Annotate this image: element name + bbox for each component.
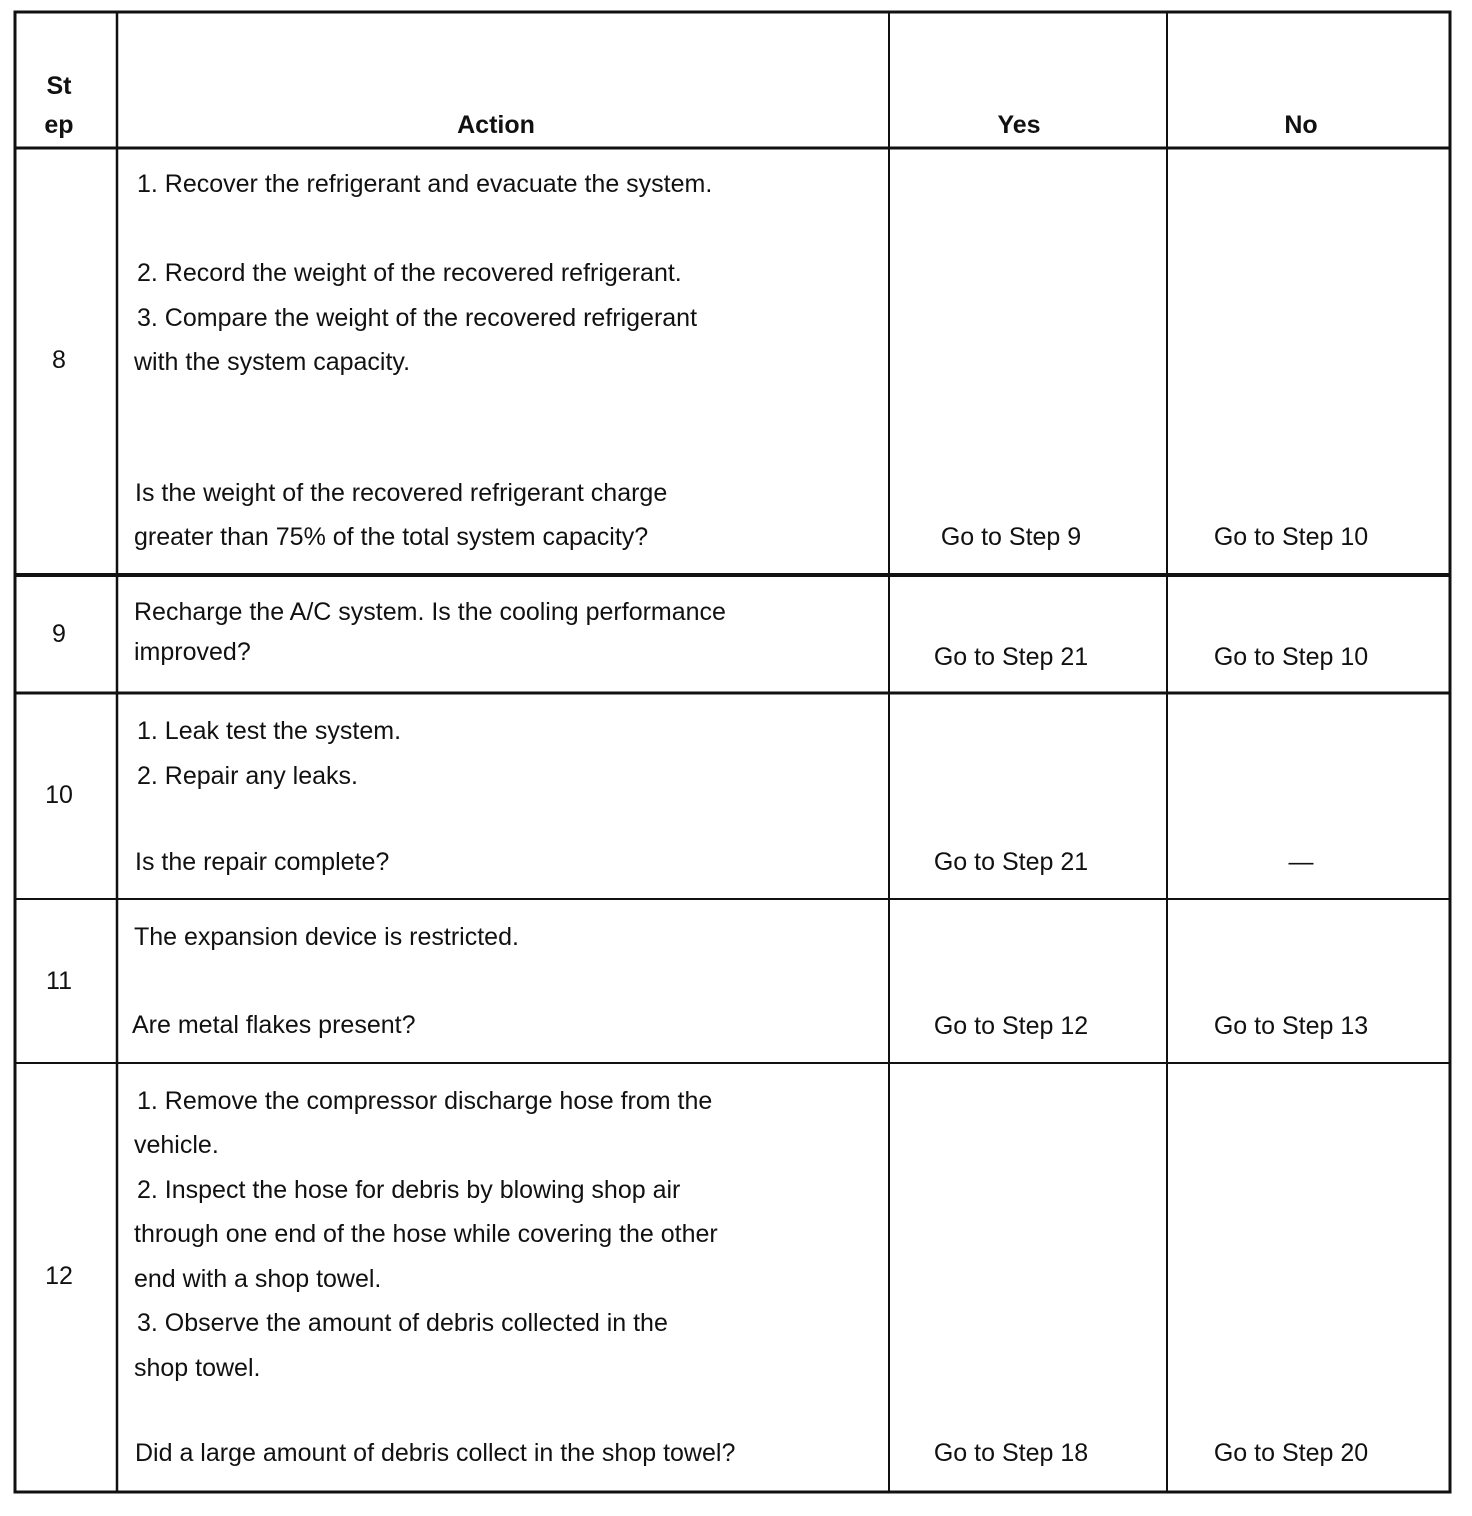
header-no: No [1284,111,1318,139]
action-line: 2. Record the weight of the recovered refrigerant. [137,259,682,287]
no-outcome: Go to Step 20 [1213,1439,1369,1467]
action-line: 1. Recover the refrigerant and evacuate the system. [137,170,713,198]
no-outcome: Go to Step 13 [1213,1012,1369,1040]
action-line: 1. Remove the compressor discharge hose from the [137,1087,713,1115]
action-question: Is the repair complete? [135,848,390,876]
step-number: 11 [46,967,72,995]
yes-outcome: Go to Step 9 [940,523,1082,551]
no-outcome: Go to Step 10 [1213,523,1369,551]
action-line: Recharge the A/C system. Is the cooling performance [134,598,726,626]
action-line: through one end of the hose while covering the other [134,1220,718,1248]
action-line: end with a shop towel. [134,1265,382,1293]
yes-outcome: Go to Step 21 [933,643,1089,671]
yes-outcome: Go to Step 18 [933,1439,1089,1467]
action-question: Is the weight of the recovered refrigerant charge [135,479,668,507]
header-yes: Yes [997,111,1041,139]
action-line: shop towel. [134,1354,261,1382]
action-line: 3. Compare the weight of the recovered refrigerant [137,304,698,332]
step-number: 10 [45,781,73,809]
action-question: improved? [134,638,251,666]
no-outcome: Go to Step 10 [1213,643,1369,671]
yes-outcome: Go to Step 12 [933,1012,1089,1040]
action-line: 2. Inspect the hose for debris by blowing shop air [137,1176,681,1204]
header-step-line1: St [46,72,72,100]
yes-outcome: Go to Step 21 [933,848,1089,876]
header-action: Action [457,111,535,139]
action-question: Are metal flakes present? [132,1011,416,1039]
action-line: The expansion device is restricted. [134,923,519,951]
step-number: 9 [52,620,66,648]
action-line: 1. Leak test the system. [137,717,402,745]
action-line: 2. Repair any leaks. [137,762,358,790]
action-question: greater than 75% of the total system capacity? [134,523,649,551]
no-outcome: — [1288,848,1314,876]
action-line: 3. Observe the amount of debris collected in the [137,1309,668,1337]
step-number: 12 [45,1262,73,1290]
action-question: Did a large amount of debris collect in the shop towel? [135,1439,736,1467]
action-line: with the system capacity. [134,348,411,376]
step-number: 8 [52,346,66,374]
header-step-line2: ep [44,111,74,139]
action-line: vehicle. [134,1131,219,1159]
